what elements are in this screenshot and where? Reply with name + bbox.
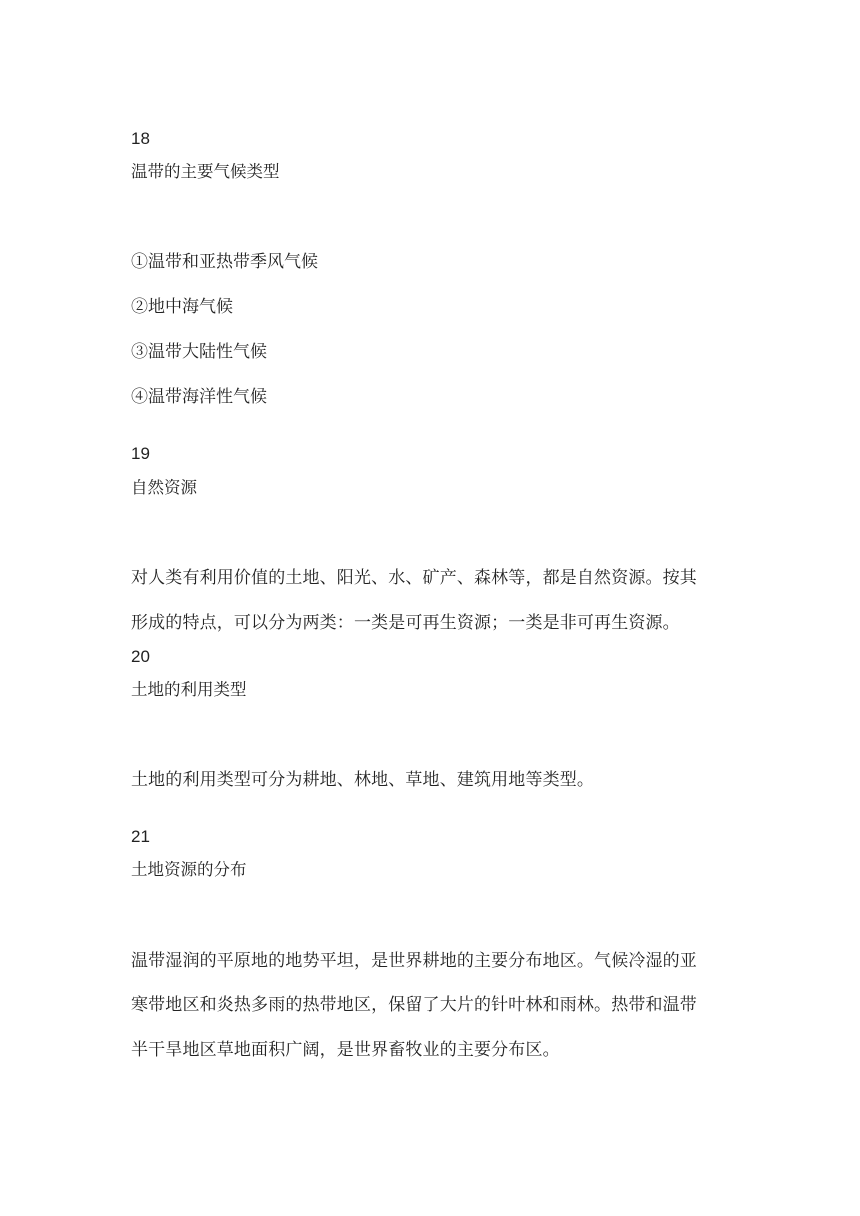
list-item: ④温带海洋性气候 [131, 387, 267, 407]
list-item: ②地中海气候 [131, 297, 233, 317]
section-number: 19 [131, 444, 150, 463]
paragraph-line: 半干旱地区草地面积广阔，是世界畜牧业的主要分布区。 [131, 1040, 560, 1060]
section-number: 20 [131, 647, 150, 666]
section-title: 温带的主要气候类型 [131, 162, 280, 181]
section-number: 21 [131, 827, 150, 846]
paragraph-line: 土地的利用类型可分为耕地、林地、草地、建筑用地等类型。 [131, 770, 595, 790]
paragraph-line: 对人类有利用价值的土地、阳光、水、矿产、森林等，都是自然资源。按其 [131, 568, 697, 588]
section-title: 土地资源的分布 [131, 860, 247, 879]
list-item: ①温带和亚热带季风气候 [131, 252, 318, 272]
section-number: 18 [131, 129, 150, 148]
paragraph-line: 寒带地区和炎热多雨的热带地区，保留了大片的针叶林和雨林。热带和温带 [131, 995, 697, 1015]
list-item: ③温带大陆性气候 [131, 342, 267, 362]
section-title: 土地的利用类型 [131, 680, 247, 699]
paragraph-line: 温带湿润的平原地的地势平坦，是世界耕地的主要分布地区。气候冷湿的亚 [131, 951, 697, 971]
paragraph-line: 形成的特点，可以分为两类：一类是可再生资源；一类是非可再生资源。 [131, 613, 680, 633]
section-title: 自然资源 [131, 478, 197, 497]
